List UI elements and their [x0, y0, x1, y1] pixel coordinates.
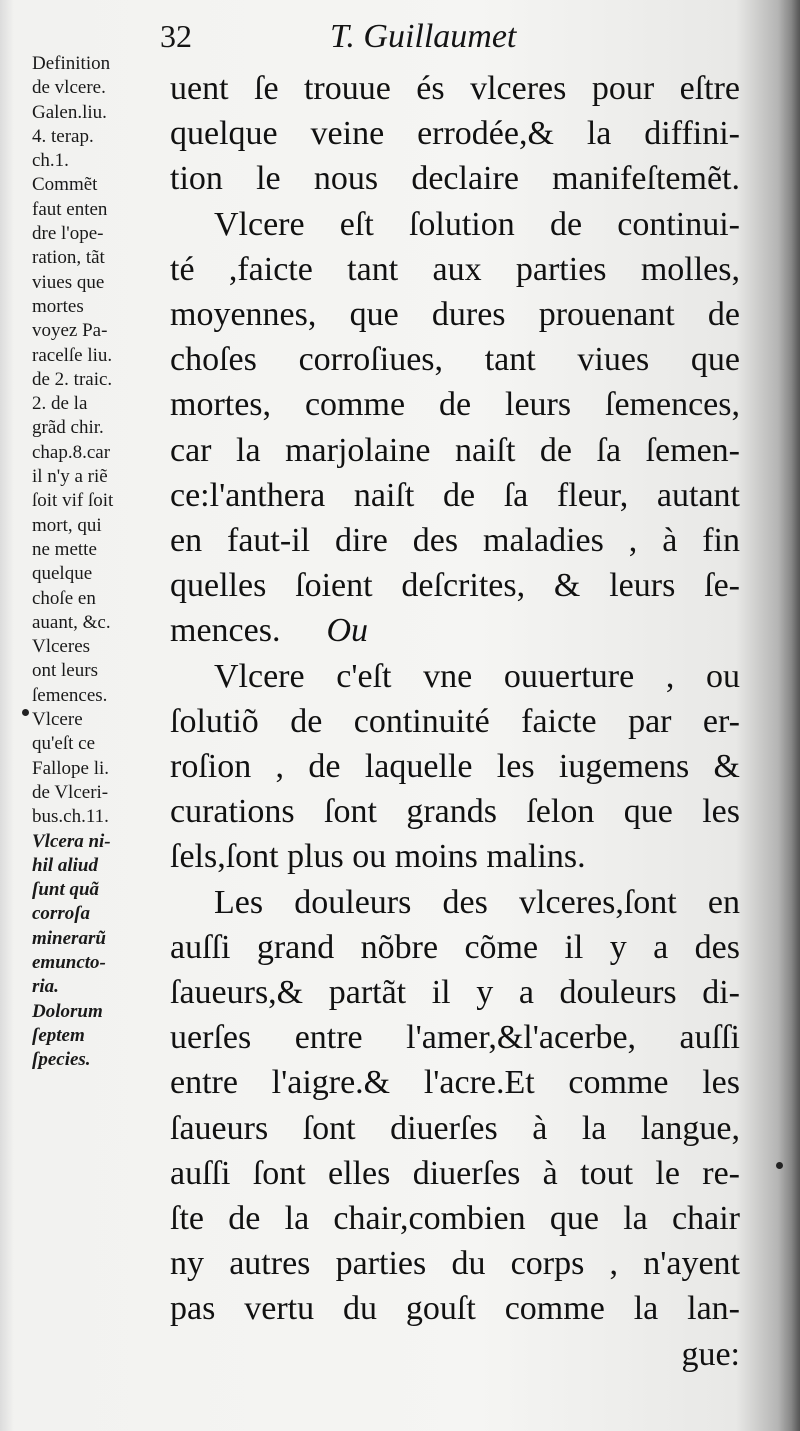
- margin-note-line: dre l'ope-: [32, 223, 104, 245]
- body-line: ny autres parties du corps , n'ayent: [170, 1245, 740, 1283]
- body-line: gue:: [681, 1335, 740, 1373]
- margin-note-line: ſunt quã: [32, 879, 100, 901]
- margin-note-line: Vlcera ni-: [32, 830, 111, 852]
- body-line: mortes, comme de leurs ſemences,: [170, 386, 740, 424]
- body-line: choſes corroſiues, tant viues que: [170, 341, 740, 379]
- margin-note-line: ſeptem: [32, 1024, 85, 1046]
- margin-note-line: mortes: [32, 295, 84, 317]
- body-line: ſolutiõ de continuité faicte par er-: [170, 702, 740, 740]
- body-line: roſion , de laquelle les iugemens &: [170, 748, 740, 786]
- margin-note-line: ont leurs: [32, 660, 98, 682]
- margin-note-line: ſoit vif ſoit: [32, 490, 114, 512]
- margin-notes: [32, 52, 164, 1072]
- margin-note-line: de vlcere.: [32, 77, 106, 99]
- margin-note-line: racelſe liu.: [32, 344, 113, 366]
- body-line: car la marjolaine naiſt de ſa ſemen-: [170, 431, 740, 469]
- margin-note-line: bus.ch.11.: [32, 806, 109, 828]
- body-line: ce:l'anthera naiſt de ſa fleur, autant: [170, 476, 740, 514]
- margin-note-line: Commẽt: [32, 174, 98, 196]
- body-line: Les douleurs des vlceres,ſont en: [214, 883, 740, 921]
- body-line: ſels,ſont plus ou moins malins.: [170, 838, 586, 876]
- margin-note-line: voyez Pa-: [32, 320, 108, 342]
- margin-note-line: faut enten: [32, 198, 108, 220]
- body-line: ſaueurs,& partãt il y a douleurs di-: [170, 974, 740, 1012]
- margin-note-line: 2. de la: [32, 393, 88, 415]
- margin-note-line: minerarũ: [32, 927, 106, 949]
- margin-note-line: Dolorum: [32, 1000, 103, 1022]
- body-line: auſſi grand nõbre cõme il y a des: [170, 928, 740, 966]
- ink-fleck: [22, 709, 29, 716]
- body-line: Vlcere c'eſt vne ouuerture , ou: [214, 657, 740, 695]
- margin-note-line: Fallope li.: [32, 757, 110, 779]
- margin-note-line: ſpecies.: [32, 1049, 91, 1071]
- margin-note-line: de 2. traic.: [32, 368, 113, 390]
- margin-note-line: grãd chir.: [32, 417, 104, 439]
- margin-note-line: 4. terap.: [32, 125, 94, 147]
- main-text: [170, 66, 740, 1377]
- margin-note-line: emunctο-: [32, 951, 106, 973]
- margin-note-line: Vlceres: [32, 636, 91, 658]
- body-line: auſſi ſont elles diuerſes à tout le re-: [170, 1154, 740, 1192]
- body-line: uerſes entre l'amer,&l'acerbe, auſſi: [170, 1019, 740, 1057]
- margin-note-line: corroſa: [32, 903, 91, 925]
- margin-note-line: Galen.liu.: [32, 101, 107, 123]
- margin-note-line: ſemences.: [32, 684, 108, 706]
- body-line: moyennes, que dures prouenant de: [170, 296, 740, 334]
- body-line: [170, 608, 740, 653]
- body-line: quelles ſoient deſcrites, & leurs ſe-: [170, 567, 740, 605]
- catchword-italic: Ou: [326, 612, 369, 650]
- margin-note-line: ne mette: [32, 538, 97, 560]
- margin-note-line: mort, qui: [32, 514, 102, 536]
- margin-note-line: Vlcere: [32, 709, 83, 731]
- body-line: en faut-il dire des maladies , à fin: [170, 522, 740, 560]
- margin-note-line: ration, tãt: [32, 247, 105, 269]
- margin-note-line: auant, &c.: [32, 611, 111, 633]
- margin-note-line: chap.8.car: [32, 441, 111, 463]
- body-line: uent ſe trouue és vlceres pour eſtre: [170, 70, 740, 107]
- body-line-text: mences.: [170, 612, 281, 650]
- margin-note-line: de Vlceri-: [32, 781, 109, 803]
- body-line: entre l'aigre.& l'acre.Et comme les: [170, 1064, 740, 1102]
- body-line: curations ſont grands ſelon que les: [170, 793, 740, 831]
- body-line: Vlcere eſt ſolution de continui-: [214, 205, 740, 243]
- margin-note-line: ch.1.: [32, 150, 69, 172]
- running-head: T. Guillaumet: [330, 18, 517, 55]
- body-line: tion le nous declaire manifeſtemẽt.: [170, 160, 740, 198]
- margin-note-line: Definition: [32, 53, 111, 74]
- margin-note-line: ria.: [32, 976, 59, 998]
- margin-note-line: hil aliud: [32, 854, 98, 876]
- page-number: 32: [160, 18, 192, 54]
- page-edge-shadow: [778, 0, 800, 1431]
- ink-fleck: [776, 1162, 783, 1169]
- body-line: ſte de la chair,combien que la chair: [170, 1200, 740, 1238]
- body-line: té ,faicte tant aux parties molles,: [170, 250, 740, 288]
- body-line: quelque veine errodée,& la diffini-: [170, 115, 740, 153]
- body-line: ſaueurs ſont diuerſes à la langue,: [170, 1109, 740, 1147]
- body-line: pas vertu du gouſt comme la lan-: [170, 1290, 740, 1328]
- margin-note-line: qu'eſt ce: [32, 733, 96, 755]
- margin-note-line: choſe en: [32, 587, 96, 609]
- margin-note-line: il n'y a riẽ: [32, 466, 108, 488]
- margin-note-line: viues que: [32, 271, 105, 293]
- margin-note-line: quelque: [32, 563, 93, 585]
